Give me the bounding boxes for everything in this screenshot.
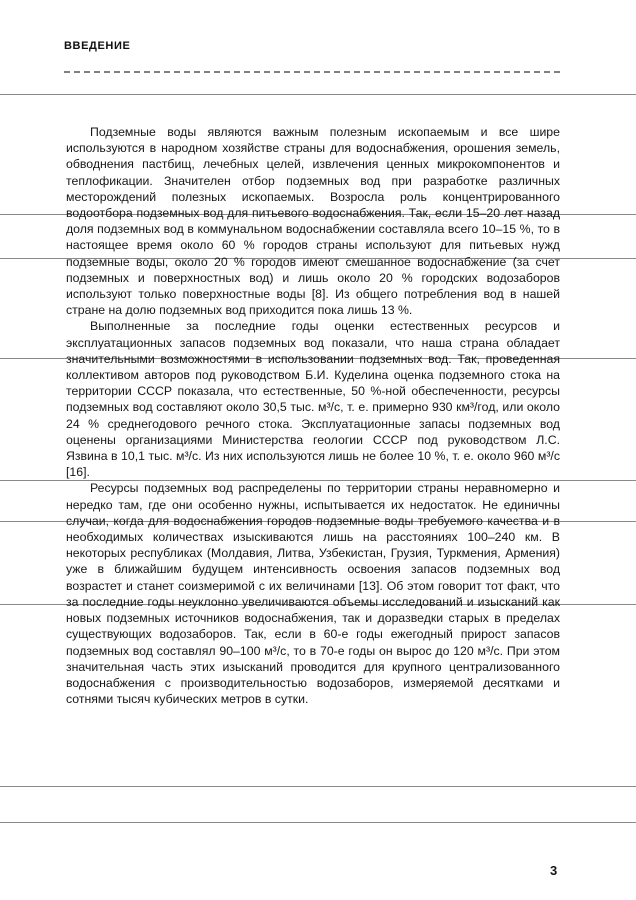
section-title: ВВЕДЕНИЕ [64, 40, 131, 52]
paragraph: Ресурсы подземных вод распределены по территории страны неравномерно и нередко там, где они особенно нужны, испытывается их недостаток. Не единичны случаи, когда для водоснабжения городов подземные воды требуемого качества и в необходимых количествах изыскиваются лишь на расстояниях 100–240 км. В некоторых республиках (Молдавия, Литва, Узбекистан, Грузия, Туркмения, Армения) уже в ближайшим будущем интенсивность освоения запасов подземных вод возрастет и станет соизмеримой с их величинами [13]. Об этом говорит тот факт, что за последние годы неуклонно увеличиваются объемы исследований и изысканий как новых подземных источников водоснабжения, так и доразведки старых в пределах существующих водозаборов. Так, если в 60-е годы ежегодный прирост запасов подземных вод составлял 90–100 м³/с, то в 70-е годы он вырос до 120 м³/с. При этом значительная часть этих изысканий проводится для крупного централизованного водоснабжения с производительностью водозаборов, измеряемой десятками и сотнями тысяч кубических метров в сутки. [66, 481, 560, 707]
scan-line [0, 822, 636, 823]
header-dashed-rule [64, 71, 560, 73]
page-number: 3 [550, 863, 558, 878]
scan-line [0, 94, 636, 95]
body-text [66, 124, 560, 707]
scan-line [0, 786, 636, 787]
paragraph: Выполненные за последние годы оценки естественных ресурсов и эксплуатационных запасов подземных вод показали, что наша страна обладает значительными возможностями в использовании подземных вод. Так, проведенная коллективом авторов под руководством Б.И. Куделина оценка подземного стока на территории СССР показала, что естественные, 50 %-ной обеспеченности, ресурсы подземных вод составляют около 30,5 тыс. м³/с, т. е. примерно 930 км³/год, или около 24 % среднегодового речного стока. Эксплуатационные запасы подземных вод оценены организациями Министерства геологии СССР под руководством Л.С. Язвина в 10,1 тыс. м³/с. Из них используются лишь не более 10 %, т. е. около 960 м³/с [16]. [66, 319, 560, 480]
paragraph: Подземные воды являются важным полезным ископаемым и все шире используются в народном хозяйстве страны для водоснабжения, орошения земель, обводнения пастбищ, лечебных целей, извлечения ценных микрокомпонентов и теплофикации. Значителен отбор подземных вод при разработке различных месторождений полезных ископаемых. Возросла роль концентрированного водоотбора подземных вод для питьевого водоснабжения. Так, если 15–20 лет назад доля подземных вод в коммунальном водоснабжении составляла всего 10–15 %, то в настоящее время около 60 % городов страны используют для питьевых нужд подземные воды, около 20 % городов имеют смешанное водоснабжение (за счет подземных и поверхностных вод) и лишь около 20 % городских водозаборов используют только поверхностные воды [8]. Из общего потребления вод в нашей стране на долю подземных вод приходится пока лишь 13 %. [66, 125, 560, 318]
